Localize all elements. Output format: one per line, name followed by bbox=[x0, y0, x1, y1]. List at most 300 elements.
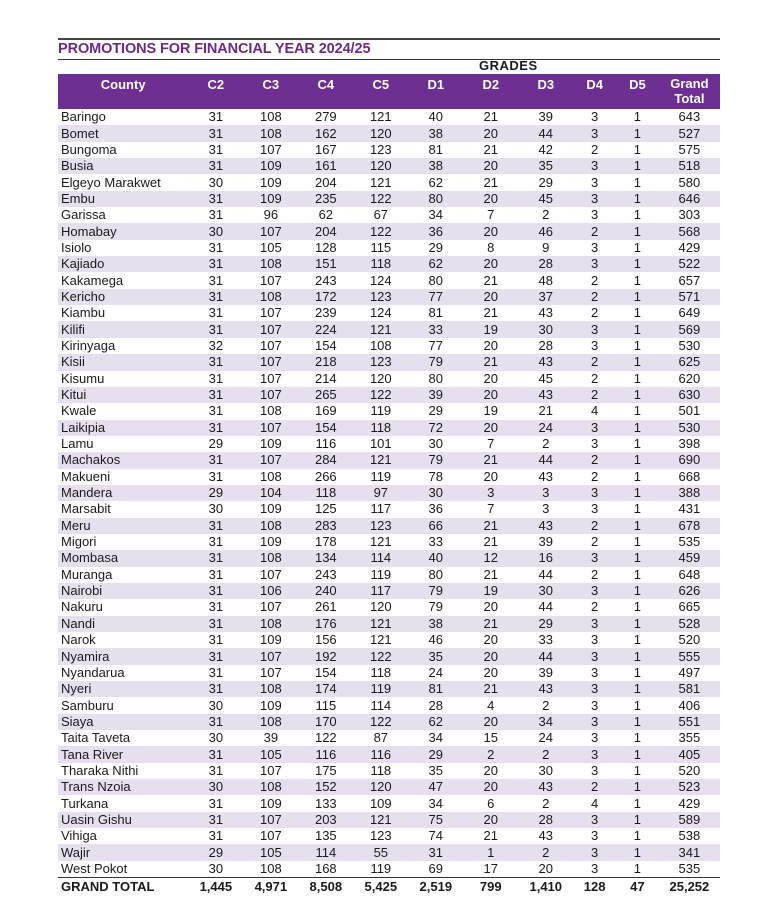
grade-count-cell: 107 bbox=[243, 648, 298, 664]
county-name-cell: Muranga bbox=[58, 567, 188, 583]
grade-count-cell: 21 bbox=[463, 109, 518, 125]
grand-total-cell: 528 bbox=[659, 616, 720, 632]
promotions-table bbox=[58, 74, 720, 895]
grade-count-cell: 35 bbox=[518, 158, 573, 174]
grade-count-cell: 34 bbox=[518, 714, 573, 730]
column-header-c5: C5 bbox=[353, 74, 408, 109]
grade-count-cell: 105 bbox=[243, 240, 298, 256]
grade-count-cell: 118 bbox=[353, 256, 408, 272]
grade-count-cell: 109 bbox=[243, 158, 298, 174]
title-divider bbox=[58, 59, 720, 60]
grade-count-cell: 80 bbox=[408, 191, 463, 207]
grade-count-cell: 31 bbox=[188, 665, 243, 681]
grade-count-cell: 1 bbox=[616, 550, 659, 566]
grade-count-cell: 1 bbox=[616, 485, 659, 501]
grade-count-cell: 152 bbox=[298, 779, 353, 795]
grade-count-cell: 116 bbox=[298, 436, 353, 452]
grade-count-cell: 105 bbox=[243, 844, 298, 860]
grade-count-cell: 108 bbox=[243, 109, 298, 125]
total-cell: 128 bbox=[573, 878, 616, 896]
grade-count-cell: 35 bbox=[408, 648, 463, 664]
grade-count-cell: 31 bbox=[188, 550, 243, 566]
grade-count-cell: 20 bbox=[463, 420, 518, 436]
grade-count-cell: 42 bbox=[518, 142, 573, 158]
grade-count-cell: 46 bbox=[518, 223, 573, 239]
grade-count-cell: 192 bbox=[298, 648, 353, 664]
grade-count-cell: 123 bbox=[353, 354, 408, 370]
grade-count-cell: 2 bbox=[518, 795, 573, 811]
grade-count-cell: 107 bbox=[243, 321, 298, 337]
grade-count-cell: 31 bbox=[188, 518, 243, 534]
grade-count-cell: 78 bbox=[408, 469, 463, 485]
table-row bbox=[58, 681, 720, 697]
table-row bbox=[58, 240, 720, 256]
grade-count-cell: 224 bbox=[298, 321, 353, 337]
county-name-cell: West Pokot bbox=[58, 861, 188, 878]
grade-count-cell: 156 bbox=[298, 632, 353, 648]
grade-count-cell: 3 bbox=[573, 844, 616, 860]
grade-count-cell: 1 bbox=[616, 812, 659, 828]
grade-count-cell: 2 bbox=[573, 223, 616, 239]
grade-count-cell: 31 bbox=[188, 289, 243, 305]
table-row bbox=[58, 387, 720, 403]
grade-count-cell: 31 bbox=[188, 583, 243, 599]
grade-count-cell: 119 bbox=[353, 861, 408, 878]
grade-count-cell: 3 bbox=[573, 763, 616, 779]
grade-count-cell: 1 bbox=[616, 861, 659, 878]
grade-count-cell: 24 bbox=[408, 665, 463, 681]
grade-count-cell: 20 bbox=[463, 223, 518, 239]
grade-count-cell: 114 bbox=[353, 550, 408, 566]
grade-count-cell: 101 bbox=[353, 436, 408, 452]
grade-count-cell: 3 bbox=[573, 321, 616, 337]
grade-count-cell: 109 bbox=[243, 632, 298, 648]
grade-count-cell: 31 bbox=[188, 681, 243, 697]
grand-total-cell: 522 bbox=[659, 256, 720, 272]
grade-count-cell: 108 bbox=[243, 403, 298, 419]
grade-count-cell: 108 bbox=[243, 518, 298, 534]
grade-count-cell: 283 bbox=[298, 518, 353, 534]
grade-count-cell: 107 bbox=[243, 305, 298, 321]
grade-count-cell: 2 bbox=[573, 779, 616, 795]
grade-count-cell: 1 bbox=[616, 142, 659, 158]
grade-count-cell: 3 bbox=[518, 485, 573, 501]
grade-count-cell: 168 bbox=[298, 861, 353, 878]
grade-count-cell: 20 bbox=[463, 371, 518, 387]
grade-count-cell: 135 bbox=[298, 828, 353, 844]
county-name-cell: Bomet bbox=[58, 125, 188, 141]
table-row bbox=[58, 338, 720, 354]
grade-count-cell: 3 bbox=[573, 240, 616, 256]
grade-count-cell: 169 bbox=[298, 403, 353, 419]
grade-count-cell: 31 bbox=[188, 207, 243, 223]
grade-count-cell: 34 bbox=[408, 730, 463, 746]
grade-count-cell: 47 bbox=[408, 779, 463, 795]
grade-count-cell: 109 bbox=[243, 501, 298, 517]
grade-count-cell: 31 bbox=[188, 828, 243, 844]
grade-count-cell: 3 bbox=[573, 730, 616, 746]
grade-count-cell: 1 bbox=[616, 534, 659, 550]
grade-count-cell: 39 bbox=[243, 730, 298, 746]
table-row bbox=[58, 518, 720, 534]
grade-count-cell: 1 bbox=[616, 305, 659, 321]
grade-count-cell: 30 bbox=[188, 861, 243, 878]
grade-count-cell: 175 bbox=[298, 763, 353, 779]
grade-count-cell: 218 bbox=[298, 354, 353, 370]
grand-total-cell: 643 bbox=[659, 109, 720, 125]
county-name-cell: Samburu bbox=[58, 697, 188, 713]
county-name-cell: Siaya bbox=[58, 714, 188, 730]
grade-count-cell: 20 bbox=[463, 289, 518, 305]
county-name-cell: Nyeri bbox=[58, 681, 188, 697]
grade-count-cell: 21 bbox=[463, 305, 518, 321]
promotions-document bbox=[58, 24, 720, 895]
column-header-county: County bbox=[58, 74, 188, 109]
grade-count-cell: 28 bbox=[518, 812, 573, 828]
table-row bbox=[58, 158, 720, 174]
grade-count-cell: 1 bbox=[616, 469, 659, 485]
table-row bbox=[58, 567, 720, 583]
column-header-c3: C3 bbox=[243, 74, 298, 109]
grade-count-cell: 3 bbox=[573, 616, 616, 632]
grand-total-cell: 551 bbox=[659, 714, 720, 730]
table-row bbox=[58, 272, 720, 288]
total-cell: 1,445 bbox=[188, 878, 243, 896]
grade-count-cell: 43 bbox=[518, 387, 573, 403]
grade-count-cell: 87 bbox=[353, 730, 408, 746]
grade-count-cell: 20 bbox=[463, 812, 518, 828]
grade-count-cell: 9 bbox=[518, 240, 573, 256]
grade-count-cell: 31 bbox=[408, 844, 463, 860]
grade-count-cell: 109 bbox=[353, 795, 408, 811]
grade-count-cell: 79 bbox=[408, 354, 463, 370]
grade-count-cell: 21 bbox=[518, 403, 573, 419]
grade-count-cell: 8 bbox=[463, 240, 518, 256]
grand-total-cell: 501 bbox=[659, 403, 720, 419]
grade-count-cell: 30 bbox=[518, 763, 573, 779]
grade-count-cell: 46 bbox=[408, 632, 463, 648]
grade-count-cell: 108 bbox=[353, 338, 408, 354]
county-name-cell: Kwale bbox=[58, 403, 188, 419]
grade-count-cell: 45 bbox=[518, 191, 573, 207]
grand-total-cell: 571 bbox=[659, 289, 720, 305]
grade-count-cell: 19 bbox=[463, 583, 518, 599]
grade-count-cell: 69 bbox=[408, 861, 463, 878]
grade-count-cell: 2 bbox=[463, 746, 518, 762]
grand-total-cell: 665 bbox=[659, 599, 720, 615]
grade-count-cell: 2 bbox=[573, 272, 616, 288]
grade-count-cell: 2 bbox=[573, 289, 616, 305]
grade-count-cell: 43 bbox=[518, 681, 573, 697]
grade-count-cell: 1 bbox=[616, 828, 659, 844]
grade-count-cell: 239 bbox=[298, 305, 353, 321]
table-body bbox=[58, 109, 720, 878]
grade-count-cell: 29 bbox=[518, 616, 573, 632]
table-row bbox=[58, 109, 720, 125]
grade-count-cell: 3 bbox=[573, 550, 616, 566]
grade-count-cell: 62 bbox=[408, 714, 463, 730]
grade-count-cell: 31 bbox=[188, 420, 243, 436]
grand-total-cell: 538 bbox=[659, 828, 720, 844]
grade-count-cell: 123 bbox=[353, 828, 408, 844]
grade-count-cell: 108 bbox=[243, 779, 298, 795]
total-cell: 1,410 bbox=[518, 878, 573, 896]
grade-count-cell: 119 bbox=[353, 403, 408, 419]
grade-count-cell: 1 bbox=[463, 844, 518, 860]
grade-count-cell: 44 bbox=[518, 125, 573, 141]
grade-count-cell: 118 bbox=[353, 665, 408, 681]
grade-count-cell: 31 bbox=[188, 354, 243, 370]
grade-count-cell: 3 bbox=[573, 191, 616, 207]
grade-count-cell: 29 bbox=[408, 240, 463, 256]
grade-count-cell: 2 bbox=[518, 436, 573, 452]
grade-count-cell: 2 bbox=[573, 371, 616, 387]
grade-count-cell: 109 bbox=[243, 436, 298, 452]
county-name-cell: Busia bbox=[58, 158, 188, 174]
county-name-cell: Vihiga bbox=[58, 828, 188, 844]
grand-total-cell: 459 bbox=[659, 550, 720, 566]
grade-count-cell: 31 bbox=[188, 714, 243, 730]
grade-count-cell: 31 bbox=[188, 387, 243, 403]
grade-count-cell: 167 bbox=[298, 142, 353, 158]
grade-count-cell: 118 bbox=[353, 763, 408, 779]
grade-count-cell: 31 bbox=[188, 403, 243, 419]
grade-count-cell: 43 bbox=[518, 305, 573, 321]
table-row bbox=[58, 485, 720, 501]
grade-count-cell: 31 bbox=[188, 746, 243, 762]
grade-count-cell: 119 bbox=[353, 469, 408, 485]
grade-count-cell: 2 bbox=[573, 534, 616, 550]
grade-count-cell: 106 bbox=[243, 583, 298, 599]
grade-count-cell: 266 bbox=[298, 469, 353, 485]
grade-count-cell: 31 bbox=[188, 272, 243, 288]
grade-count-cell: 20 bbox=[463, 599, 518, 615]
grade-count-cell: 1 bbox=[616, 714, 659, 730]
grade-count-cell: 109 bbox=[243, 174, 298, 190]
total-cell: 799 bbox=[463, 878, 518, 896]
grand-total-cell: 520 bbox=[659, 763, 720, 779]
grade-count-cell: 120 bbox=[353, 158, 408, 174]
grade-count-cell: 75 bbox=[408, 812, 463, 828]
grade-count-cell: 80 bbox=[408, 371, 463, 387]
grade-count-cell: 7 bbox=[463, 436, 518, 452]
table-row bbox=[58, 795, 720, 811]
grand-total-cell: 497 bbox=[659, 665, 720, 681]
grade-count-cell: 1 bbox=[616, 272, 659, 288]
grade-count-cell: 21 bbox=[463, 142, 518, 158]
grade-count-cell: 3 bbox=[573, 501, 616, 517]
table-row bbox=[58, 305, 720, 321]
grade-count-cell: 36 bbox=[408, 223, 463, 239]
grade-count-cell: 107 bbox=[243, 272, 298, 288]
grade-count-cell: 204 bbox=[298, 174, 353, 190]
county-name-cell: Isiolo bbox=[58, 240, 188, 256]
table-row bbox=[58, 371, 720, 387]
grade-count-cell: 3 bbox=[573, 746, 616, 762]
grade-count-cell: 1 bbox=[616, 648, 659, 664]
grade-count-cell: 40 bbox=[408, 109, 463, 125]
grade-count-cell: 3 bbox=[573, 648, 616, 664]
column-header-d3: D3 bbox=[518, 74, 573, 109]
grade-count-cell: 172 bbox=[298, 289, 353, 305]
grade-count-cell: 39 bbox=[518, 109, 573, 125]
grade-count-cell: 31 bbox=[188, 125, 243, 141]
grade-count-cell: 123 bbox=[353, 518, 408, 534]
grade-count-cell: 44 bbox=[518, 567, 573, 583]
grade-count-cell: 3 bbox=[573, 125, 616, 141]
grade-count-cell: 31 bbox=[188, 763, 243, 779]
table-row bbox=[58, 779, 720, 795]
grade-count-cell: 31 bbox=[188, 371, 243, 387]
grade-count-cell: 3 bbox=[573, 812, 616, 828]
grade-count-cell: 107 bbox=[243, 338, 298, 354]
grand-total-label: GRAND TOTAL bbox=[58, 878, 188, 896]
grade-count-cell: 108 bbox=[243, 550, 298, 566]
grand-total-cell: 431 bbox=[659, 501, 720, 517]
grade-count-cell: 117 bbox=[353, 501, 408, 517]
grade-count-cell: 7 bbox=[463, 501, 518, 517]
grand-total-cell: 518 bbox=[659, 158, 720, 174]
grade-count-cell: 38 bbox=[408, 158, 463, 174]
grand-total-cell: 626 bbox=[659, 583, 720, 599]
grand-total-cell: 690 bbox=[659, 452, 720, 468]
grade-count-cell: 33 bbox=[408, 534, 463, 550]
table-row bbox=[58, 142, 720, 158]
grand-total-cell: 580 bbox=[659, 174, 720, 190]
grade-count-cell: 1 bbox=[616, 844, 659, 860]
county-name-cell: Kisii bbox=[58, 354, 188, 370]
grade-count-cell: 43 bbox=[518, 518, 573, 534]
grade-count-cell: 162 bbox=[298, 125, 353, 141]
grade-count-cell: 119 bbox=[353, 681, 408, 697]
grade-count-cell: 3 bbox=[573, 485, 616, 501]
grade-count-cell: 43 bbox=[518, 469, 573, 485]
grade-count-cell: 24 bbox=[518, 420, 573, 436]
grade-count-cell: 1 bbox=[616, 583, 659, 599]
grand-total-cell: 530 bbox=[659, 420, 720, 436]
grand-total-cell: 388 bbox=[659, 485, 720, 501]
table-row bbox=[58, 125, 720, 141]
grade-count-cell: 1 bbox=[616, 174, 659, 190]
grade-count-cell: 3 bbox=[573, 338, 616, 354]
grade-count-cell: 31 bbox=[188, 109, 243, 125]
grade-count-cell: 30 bbox=[518, 583, 573, 599]
grade-count-cell: 44 bbox=[518, 599, 573, 615]
grade-count-cell: 31 bbox=[188, 240, 243, 256]
grade-count-cell: 62 bbox=[408, 174, 463, 190]
grade-count-cell: 15 bbox=[463, 730, 518, 746]
grade-count-cell: 121 bbox=[353, 632, 408, 648]
grade-count-cell: 108 bbox=[243, 681, 298, 697]
grade-count-cell: 3 bbox=[573, 256, 616, 272]
county-name-cell: Uasin Gishu bbox=[58, 812, 188, 828]
grade-count-cell: 154 bbox=[298, 665, 353, 681]
table-row bbox=[58, 354, 720, 370]
grade-count-cell: 123 bbox=[353, 142, 408, 158]
table-row bbox=[58, 289, 720, 305]
grade-count-cell: 36 bbox=[408, 501, 463, 517]
grade-count-cell: 107 bbox=[243, 354, 298, 370]
grade-count-cell: 1 bbox=[616, 109, 659, 125]
grade-count-cell: 31 bbox=[188, 567, 243, 583]
grade-count-cell: 30 bbox=[518, 321, 573, 337]
grade-count-cell: 62 bbox=[408, 256, 463, 272]
grade-count-cell: 17 bbox=[463, 861, 518, 878]
grade-count-cell: 204 bbox=[298, 223, 353, 239]
grade-count-cell: 161 bbox=[298, 158, 353, 174]
county-name-cell: Mandera bbox=[58, 485, 188, 501]
grade-count-cell: 21 bbox=[463, 452, 518, 468]
grade-count-cell: 3 bbox=[573, 681, 616, 697]
grand-total-cell: 581 bbox=[659, 681, 720, 697]
grade-count-cell: 128 bbox=[298, 240, 353, 256]
grade-count-cell: 33 bbox=[408, 321, 463, 337]
grand-total-row bbox=[58, 878, 720, 896]
grade-count-cell: 28 bbox=[518, 338, 573, 354]
table-row bbox=[58, 403, 720, 419]
grand-total-cell: 341 bbox=[659, 844, 720, 860]
grade-count-cell: 44 bbox=[518, 452, 573, 468]
grade-count-cell: 2 bbox=[573, 354, 616, 370]
grand-total-cell: 429 bbox=[659, 240, 720, 256]
grade-count-cell: 1 bbox=[616, 321, 659, 337]
grade-count-cell: 3 bbox=[573, 665, 616, 681]
table-row bbox=[58, 207, 720, 223]
grade-count-cell: 115 bbox=[298, 697, 353, 713]
grade-count-cell: 72 bbox=[408, 420, 463, 436]
grade-count-cell: 121 bbox=[353, 452, 408, 468]
grade-count-cell: 119 bbox=[353, 567, 408, 583]
grade-count-cell: 3 bbox=[573, 714, 616, 730]
grade-count-cell: 265 bbox=[298, 387, 353, 403]
grade-count-cell: 243 bbox=[298, 272, 353, 288]
grade-count-cell: 21 bbox=[463, 567, 518, 583]
table-row bbox=[58, 861, 720, 878]
grade-count-cell: 1 bbox=[616, 420, 659, 436]
grade-count-cell: 30 bbox=[188, 697, 243, 713]
table-row bbox=[58, 583, 720, 599]
grade-count-cell: 151 bbox=[298, 256, 353, 272]
grade-count-cell: 176 bbox=[298, 616, 353, 632]
grade-count-cell: 28 bbox=[518, 256, 573, 272]
grade-count-cell: 1 bbox=[616, 452, 659, 468]
grade-count-cell: 21 bbox=[463, 174, 518, 190]
table-row bbox=[58, 844, 720, 860]
grade-count-cell: 235 bbox=[298, 191, 353, 207]
grade-count-cell: 120 bbox=[353, 371, 408, 387]
grade-count-cell: 29 bbox=[408, 403, 463, 419]
county-name-cell: Elgeyo Marakwet bbox=[58, 174, 188, 190]
grand-total-cell: 398 bbox=[659, 436, 720, 452]
grade-count-cell: 80 bbox=[408, 567, 463, 583]
grade-count-cell: 2 bbox=[573, 599, 616, 615]
grand-total-cell: 405 bbox=[659, 746, 720, 762]
county-name-cell: Embu bbox=[58, 191, 188, 207]
grade-count-cell: 44 bbox=[518, 648, 573, 664]
grade-count-cell: 3 bbox=[573, 828, 616, 844]
grade-count-cell: 122 bbox=[353, 191, 408, 207]
grade-count-cell: 3 bbox=[573, 174, 616, 190]
county-name-cell: Garissa bbox=[58, 207, 188, 223]
grade-count-cell: 170 bbox=[298, 714, 353, 730]
grade-count-cell: 117 bbox=[353, 583, 408, 599]
grade-count-cell: 79 bbox=[408, 599, 463, 615]
grade-count-cell: 108 bbox=[243, 125, 298, 141]
grade-count-cell: 115 bbox=[353, 240, 408, 256]
grade-count-cell: 203 bbox=[298, 812, 353, 828]
grade-count-cell: 31 bbox=[188, 599, 243, 615]
grade-count-cell: 38 bbox=[408, 616, 463, 632]
